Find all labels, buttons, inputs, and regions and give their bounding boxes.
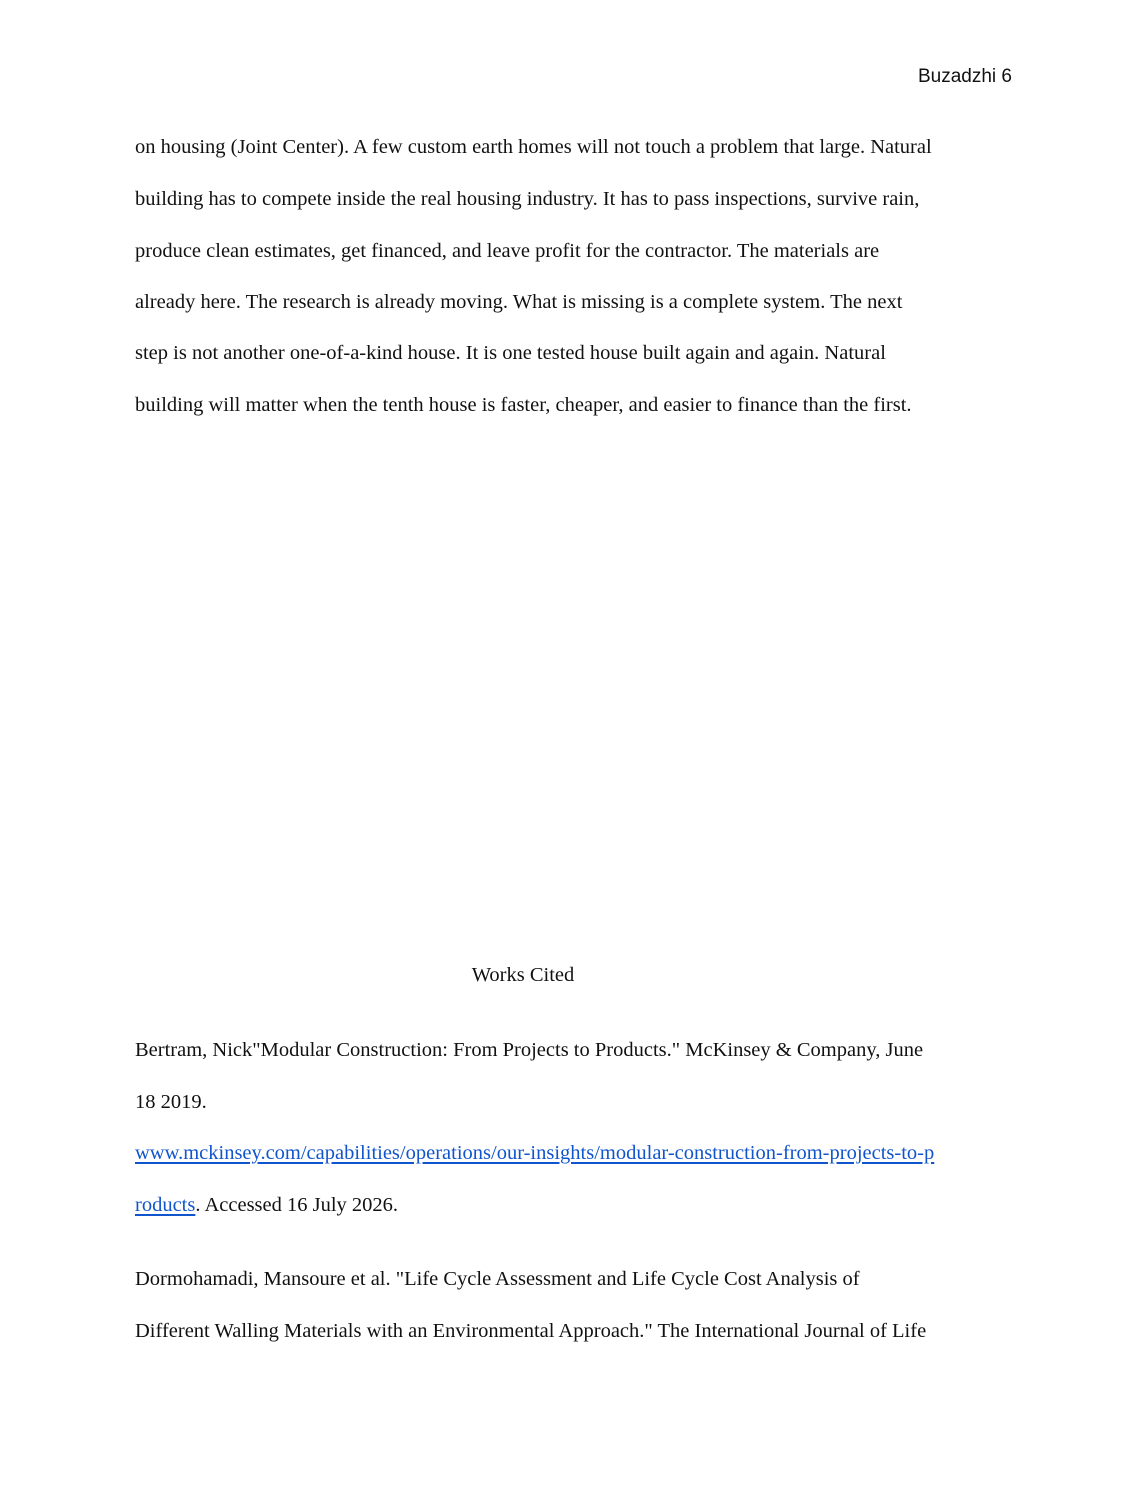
- citation-url-line: [135, 1142, 934, 1165]
- body-line: building has to compete inside the real housing industry. It has to pass inspections, survive rain,: [135, 188, 920, 210]
- body-line: already here. The research is already moving. What is missing is a complete system. The next: [135, 291, 903, 313]
- citation-line: Dormohamadi, Mansoure et al. "Life Cycle Assessment and Life Cycle Cost Analysis of: [135, 1268, 860, 1290]
- works-cited-title: Works Cited: [471, 964, 575, 986]
- body-line: building will matter when the tenth house is faster, cheaper, and easier to finance than the first.: [135, 394, 912, 416]
- citation-line: 18 2019.: [135, 1091, 207, 1113]
- body-line: produce clean estimates, get financed, and leave profit for the contractor. The materials are: [135, 240, 880, 262]
- citation-line: Bertram, Nick"Modular Construction: From Projects to Products." McKinsey & Company, June: [135, 1039, 924, 1061]
- body-line: step is not another one-of-a-kind house. It is one tested house built again and again. Natural: [135, 342, 886, 364]
- running-head: Buzadzhi 6: [917, 66, 1012, 87]
- citation-line: Different Walling Materials with an Environmental Approach." The International Journal of Life: [135, 1320, 927, 1342]
- citation-accessed-text: . Accessed 16 July 2026.: [195, 1194, 399, 1216]
- citation-link[interactable]: www.mckinsey.com/capabilities/operations/our-insights/modular-construction-from-projects-to-p: [135, 1142, 935, 1164]
- citation-link-continued[interactable]: roducts: [135, 1194, 196, 1216]
- citation-url-line: [135, 1194, 398, 1217]
- body-line: on housing (Joint Center). A few custom earth homes will not touch a problem that large. Natural: [135, 136, 932, 158]
